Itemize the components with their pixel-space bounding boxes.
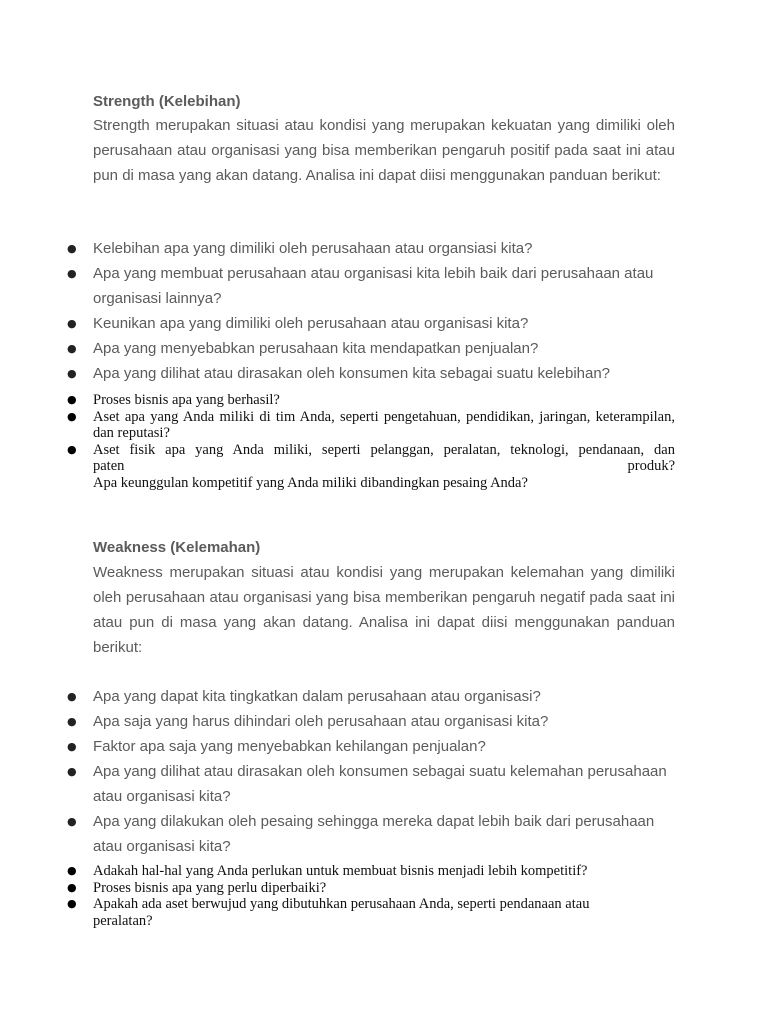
bullet-icon: ● (67, 393, 77, 406)
list-item (67, 311, 675, 336)
bullet-icon: ● (67, 367, 77, 380)
bullet-icon: ● (67, 864, 77, 877)
list-item-text: Apakah ada aset berwujud yang dibutuhkan perusahaan Anda, seperti pendanaan atau peralatan? (93, 896, 590, 929)
weakness-paragraph: Weakness merupakan situasi atau kondisi yang merupakan kelemahan yang dimiliki oleh perusahaan atau organisasi yang bisa memberikan pengaruh negatif pada saat ini atau pun di masa yang akan datang. Analisa ini dapat diisi menggunakan panduan berikut: (93, 564, 675, 656)
list-item-text: Apa yang dapat kita tingkatkan dalam perusahaan atau organisasi? (93, 688, 541, 705)
bullet-icon: ● (67, 342, 77, 355)
bullet-icon: ● (67, 815, 77, 828)
weakness-question-list (67, 684, 675, 859)
bullet-icon: ● (67, 715, 77, 728)
list-item (67, 261, 675, 311)
bullet-icon: ● (67, 242, 77, 255)
list-item-text: Aset fisik apa yang Anda miliki, seperti pelanggan, peralatan, teknologi, pendanaan, dan (93, 441, 675, 458)
list-item (67, 684, 675, 709)
list-item (67, 236, 675, 261)
list-item-text: Adakah hal-hal yang Anda perlukan untuk membuat bisnis menjadi lebih kompetitif? (93, 863, 588, 879)
strength-paragraph: Strength merupakan situasi atau kondisi yang merupakan kekuatan yang dimiliki oleh perusahaan atau organisasi yang bisa memberikan pengaruh positif pada saat ini atau pun di masa yang akan datang. Analisa ini dapat diisi menggunakan panduan berikut: (93, 117, 675, 184)
strength-heading: Strength (Kelebihan) (93, 93, 241, 110)
list-item-text: Apa yang menyebabkan perusahaan kita mendapatkan penjualan? (93, 340, 539, 357)
bullet-icon: ● (67, 317, 77, 330)
list-item-text: Apa saja yang harus dihindari oleh perusahaan atau organisasi kita? (93, 713, 549, 730)
list-item (67, 392, 675, 409)
list-item-text-left: paten (93, 458, 125, 474)
weakness-extra-list (67, 863, 675, 929)
list-item (67, 863, 675, 880)
list-item-text: Apa keunggulan kompetitif yang Anda miliki dibandingkan pesaing Anda? (93, 474, 528, 491)
list-item (67, 759, 675, 809)
list-item (67, 879, 675, 897)
bullet-icon: ● (67, 409, 77, 423)
list-item-text: Aset apa yang Anda miliki di tim Anda, seperti pengetahuan, pendidikan, jaringan, keterampilan, dan reputasi? (93, 408, 675, 441)
list-item-text: Proses bisnis apa yang perlu diperbaiki? (93, 879, 327, 896)
strength-question-list (67, 236, 675, 386)
strength-extra-list (67, 392, 675, 491)
list-item-text: Faktor apa saja yang menyebabkan kehilangan penjualan? (93, 738, 486, 755)
list-item-text: Apa yang membuat perusahaan atau organisasi kita lebih baik dari perusahaan atau organisasi lainnya? (93, 265, 654, 307)
list-item (67, 709, 675, 734)
bullet-icon: ● (67, 442, 77, 456)
bullet-icon: ● (67, 765, 77, 778)
list-item (67, 441, 675, 492)
list-item (67, 809, 675, 859)
bullet-icon: ● (67, 740, 77, 753)
list-item-text: Kelebihan apa yang dimiliki oleh perusahaan atau organsiasi kita? (93, 240, 533, 257)
list-item-text-right: produk? (627, 458, 675, 474)
bullet-icon: ● (67, 880, 77, 894)
list-item (67, 896, 675, 929)
list-item (67, 408, 675, 442)
list-item (67, 336, 675, 361)
list-item-text: Apa yang dilihat atau dirasakan oleh konsumen sebagai suatu kelemahan perusahaan atau organisasi kita? (93, 763, 667, 805)
weakness-heading: Weakness (Kelemahan) (93, 539, 261, 556)
bullet-icon: ● (67, 690, 77, 703)
list-item-text: Proses bisnis apa yang berhasil? (93, 392, 280, 408)
list-item-text: Apa yang dilihat atau dirasakan oleh konsumen kita sebagai suatu kelebihan? (93, 365, 611, 382)
list-item (67, 361, 675, 386)
list-item (67, 734, 675, 759)
bullet-icon: ● (67, 267, 77, 280)
list-item-text: Apa yang dilakukan oleh pesaing sehingga mereka dapat lebih baik dari perusahaan atau organisasi kita? (93, 813, 655, 855)
bullet-icon: ● (67, 897, 77, 910)
list-item-text: Keunikan apa yang dimiliki oleh perusahaan atau organisasi kita? (93, 315, 529, 332)
list-item-text-line (93, 458, 675, 475)
